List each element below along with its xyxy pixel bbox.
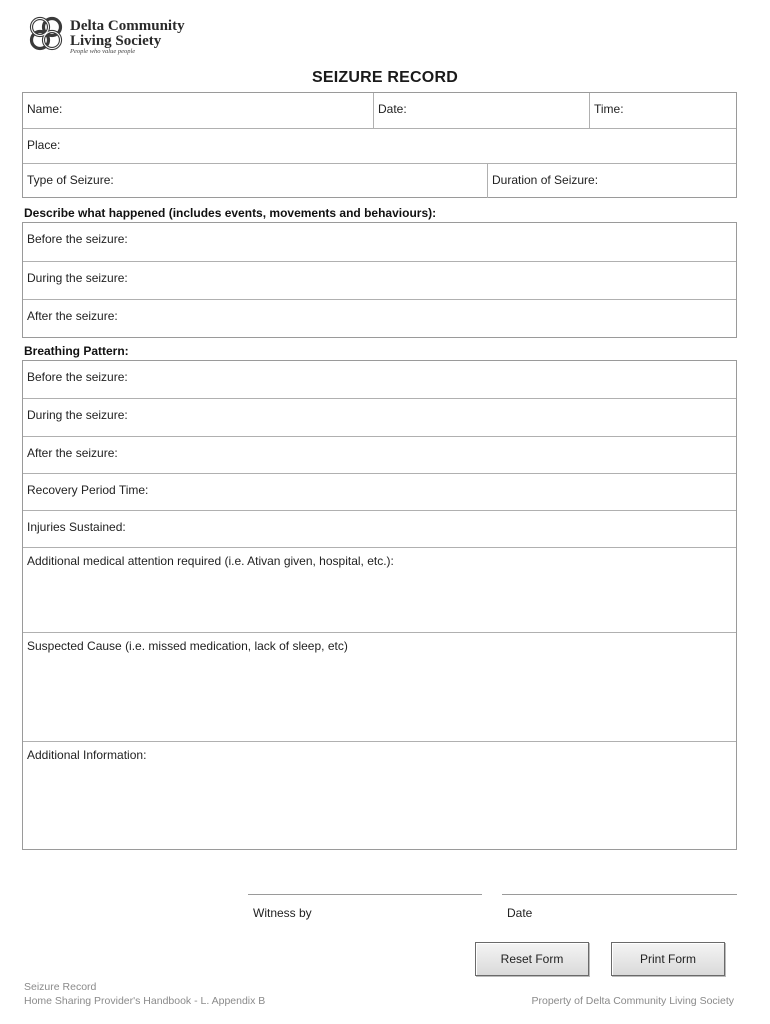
recovery-period-label: Recovery Period Time: [27, 483, 149, 497]
place-label: Place: [27, 138, 61, 152]
print-form-button[interactable]: Print Form [611, 942, 725, 976]
type-of-seizure-label: Type of Seizure: [27, 173, 114, 187]
describe-before-row[interactable] [23, 223, 736, 261]
place-row[interactable] [23, 128, 736, 163]
time-field[interactable] [589, 93, 736, 128]
time-label: Time: [594, 102, 624, 116]
organization-name-line1: Delta Community [70, 18, 185, 34]
witness-signature-line[interactable] [248, 894, 482, 895]
suspected-cause-row[interactable] [23, 632, 736, 741]
breathing-during-label: During the seizure: [27, 408, 128, 422]
date-label: Date: [378, 102, 407, 116]
breathing-after-row[interactable] [23, 436, 736, 473]
form-title: SEIZURE RECORD [312, 69, 458, 86]
top-info-box [22, 92, 737, 198]
breathing-box [22, 360, 737, 850]
breathing-during-row[interactable] [23, 398, 736, 436]
describe-section-heading: Describe what happened (includes events, movements and behaviours): [24, 206, 437, 220]
name-date-time-row [23, 93, 736, 128]
breathing-section-heading: Breathing Pattern: [24, 344, 129, 358]
breathing-after-label: After the seizure: [27, 446, 118, 460]
witness-label: Witness by [253, 906, 312, 920]
footer-property-notice: Property of Delta Community Living Society [531, 995, 734, 1007]
name-field[interactable] [23, 93, 373, 128]
injuries-row[interactable] [23, 510, 736, 547]
organization-name [70, 19, 185, 49]
duration-label: Duration of Seizure: [492, 173, 599, 187]
breathing-before-label: Before the seizure: [27, 370, 128, 384]
duration-field[interactable] [487, 164, 736, 198]
name-label: Name: [27, 102, 63, 116]
type-of-seizure-field[interactable] [23, 164, 487, 198]
additional-info-row[interactable] [23, 741, 736, 849]
organization-tagline: People who value people [70, 48, 136, 55]
recovery-period-row[interactable] [23, 473, 736, 510]
injuries-label: Injuries Sustained: [27, 520, 126, 534]
organization-name-line2: Living Society [70, 33, 162, 49]
date-signature-line[interactable] [502, 894, 737, 895]
describe-after-row[interactable] [23, 299, 736, 337]
footer-handbook-ref: Home Sharing Provider's Handbook - L. Appendix B [24, 995, 266, 1007]
signature-date-label: Date [507, 906, 533, 920]
additional-info-label: Additional Information: [27, 748, 147, 762]
interlocking-rings-logo-icon [26, 14, 66, 54]
describe-during-row[interactable] [23, 261, 736, 299]
date-field[interactable] [373, 93, 589, 128]
footer-record-title: Seizure Record [24, 981, 97, 993]
medical-attention-label: Additional medical attention required (i.e. Ativan given, hospital, etc.): [27, 554, 394, 568]
describe-box [22, 222, 737, 338]
describe-during-label: During the seizure: [27, 271, 128, 285]
breathing-before-row[interactable] [23, 361, 736, 398]
describe-before-label: Before the seizure: [27, 232, 128, 246]
suspected-cause-label: Suspected Cause (i.e. missed medication, lack of sleep, etc) [27, 639, 348, 653]
type-duration-row [23, 163, 736, 198]
reset-form-button[interactable]: Reset Form [475, 942, 589, 976]
medical-attention-row[interactable] [23, 547, 736, 632]
describe-after-label: After the seizure: [27, 309, 118, 323]
